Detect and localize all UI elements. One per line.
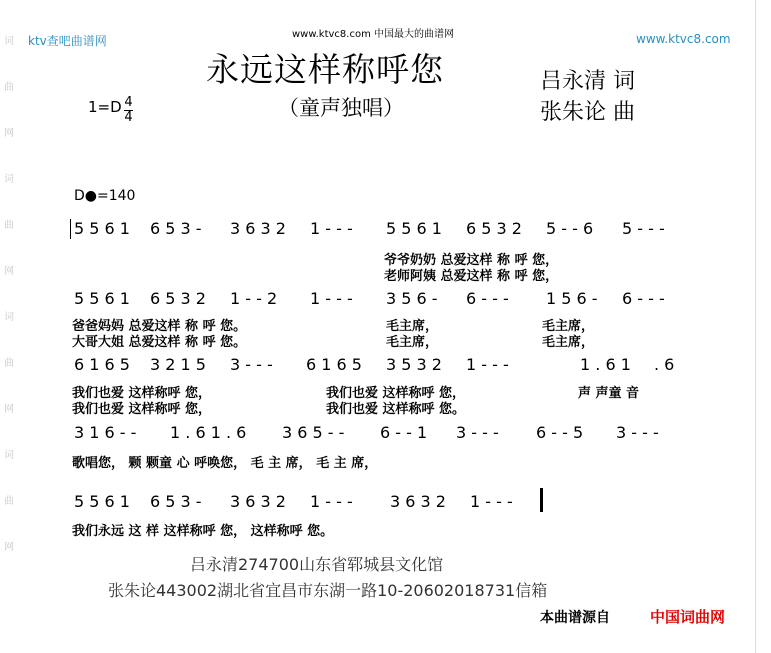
source-site-link[interactable]: 中国词曲网 — [650, 608, 726, 626]
measure: 1 . 6 1 — [580, 355, 631, 374]
lyric-line: 毛主席， — [542, 319, 595, 334]
measure: 5 - - 6 — [546, 219, 594, 238]
lyric-line: 我们永远 这 样 这样称呼 您， 这样称呼 您。 — [72, 524, 334, 539]
lyric-line: 爷爷奶奶 总爱这样 称 呼 您， — [384, 253, 559, 268]
score-row-1 — [70, 219, 690, 239]
measure: 5 5 6 1 — [386, 219, 442, 238]
measure: 6 - - 5 — [536, 423, 584, 442]
side-watermark: 词 曲 网 词 曲 网 词 曲 网 词 曲 网 — [4, 36, 14, 553]
time-top: 4 — [124, 95, 133, 110]
tempo-note: D — [74, 188, 85, 204]
measure: 1 - - - — [310, 492, 353, 511]
measure: 3 - - - — [616, 423, 659, 442]
song-title: 永远这样称呼您 — [206, 50, 444, 89]
lyric-line: 声 声童 音 — [578, 386, 640, 401]
lyric-line: 爸爸妈妈 总爱这样 称 呼 您。 — [72, 319, 247, 334]
measure: 1 - - - — [470, 492, 513, 511]
time-signature — [124, 96, 133, 125]
lyric-line: 老师阿姨 总爱这样 称 呼 您， — [384, 269, 559, 284]
brand-right: www.ktvc8.com — [636, 32, 731, 46]
tempo-mark — [74, 188, 135, 204]
lyric-line: 毛主席， — [542, 335, 595, 350]
lyricist-credit: 吕永清 词 — [540, 69, 635, 94]
measure: 3 6 3 2 — [230, 492, 286, 511]
measure: 5 - - - — [622, 219, 665, 238]
brand-left: ktv查吧曲谱网 — [28, 34, 107, 48]
measure: 3 6 3 2 — [230, 219, 286, 238]
measure: 1 - - 2 — [230, 289, 278, 308]
lyric-line: 我们也爱 这样称呼 您， — [72, 402, 212, 417]
composer-address: 张朱论443002湖北省宜昌市东湖一路10-20602018731信箱 — [108, 581, 548, 600]
lyricist-address: 吕永清274700山东省郓城县文化馆 — [190, 555, 444, 574]
measure: 6 5 3 - — [150, 219, 202, 238]
measure: 6 1 6 5 — [74, 355, 130, 374]
time-bottom: 4 — [124, 110, 133, 125]
lyric-line: 毛主席， — [386, 335, 439, 350]
measure: 6 - - - — [622, 289, 665, 308]
measure: 3 2 1 5 — [150, 355, 206, 374]
source-label: 本曲谱源自 — [540, 610, 610, 626]
measure: 3 1 6 - - — [74, 423, 137, 442]
measure: 1 - - - — [310, 289, 353, 308]
measure: 3 6 5 - - — [282, 423, 345, 442]
right-border — [755, 0, 756, 653]
composer-credit: 张朱论 曲 — [540, 100, 635, 125]
lyric-line: 毛主席， — [386, 319, 439, 334]
tempo-dot-icon: ● — [84, 188, 97, 204]
key-signature: 1=D — [88, 98, 122, 116]
measure: 1 - - - — [310, 219, 353, 238]
measure: 5 5 6 1 — [74, 219, 130, 238]
measure: 3 - - - — [230, 355, 273, 374]
measure: 3 6 3 2 — [390, 492, 446, 511]
tempo-value: =140 — [97, 188, 136, 204]
measure: 5 5 6 1 — [74, 289, 130, 308]
measure: 6 5 3 2 — [150, 289, 206, 308]
measure: 3 5 6 - — [386, 289, 438, 308]
song-subtitle: （童声独唱） — [278, 96, 404, 120]
measure: 6 1 6 5 — [306, 355, 362, 374]
measure: 6 - - 1 — [380, 423, 428, 442]
measure: 5 5 6 1 — [74, 492, 130, 511]
lyric-line: 大哥大姐 总爱这样 称 呼 您。 — [72, 335, 247, 350]
measure: 3 - - - — [456, 423, 499, 442]
measure: 1 - - - — [466, 355, 509, 374]
measure: 6 5 3 - — [150, 492, 202, 511]
lyric-line: 歌唱您， 颗 颗童 心 呼唤您， 毛 主 席， 毛 主 席， — [72, 456, 378, 471]
top-url: www.ktvc8.com 中国最大的曲谱网 — [292, 29, 455, 40]
measure: 1 . 6 1 . 6 — [170, 423, 247, 442]
measure: . 6 — [654, 355, 675, 374]
measure: 1 5 6 - — [546, 289, 598, 308]
measure: 6 5 3 2 — [466, 219, 522, 238]
lyric-line: 我们也爱 这样称呼 您， — [72, 386, 212, 401]
lyric-line: 我们也爱 这样称呼 您。 — [326, 402, 466, 417]
measure: 6 - - - — [466, 289, 509, 308]
measure: 3 5 3 2 — [386, 355, 442, 374]
lyric-line: 我们也爱 这样称呼 您， — [326, 386, 466, 401]
final-barline — [540, 488, 543, 512]
